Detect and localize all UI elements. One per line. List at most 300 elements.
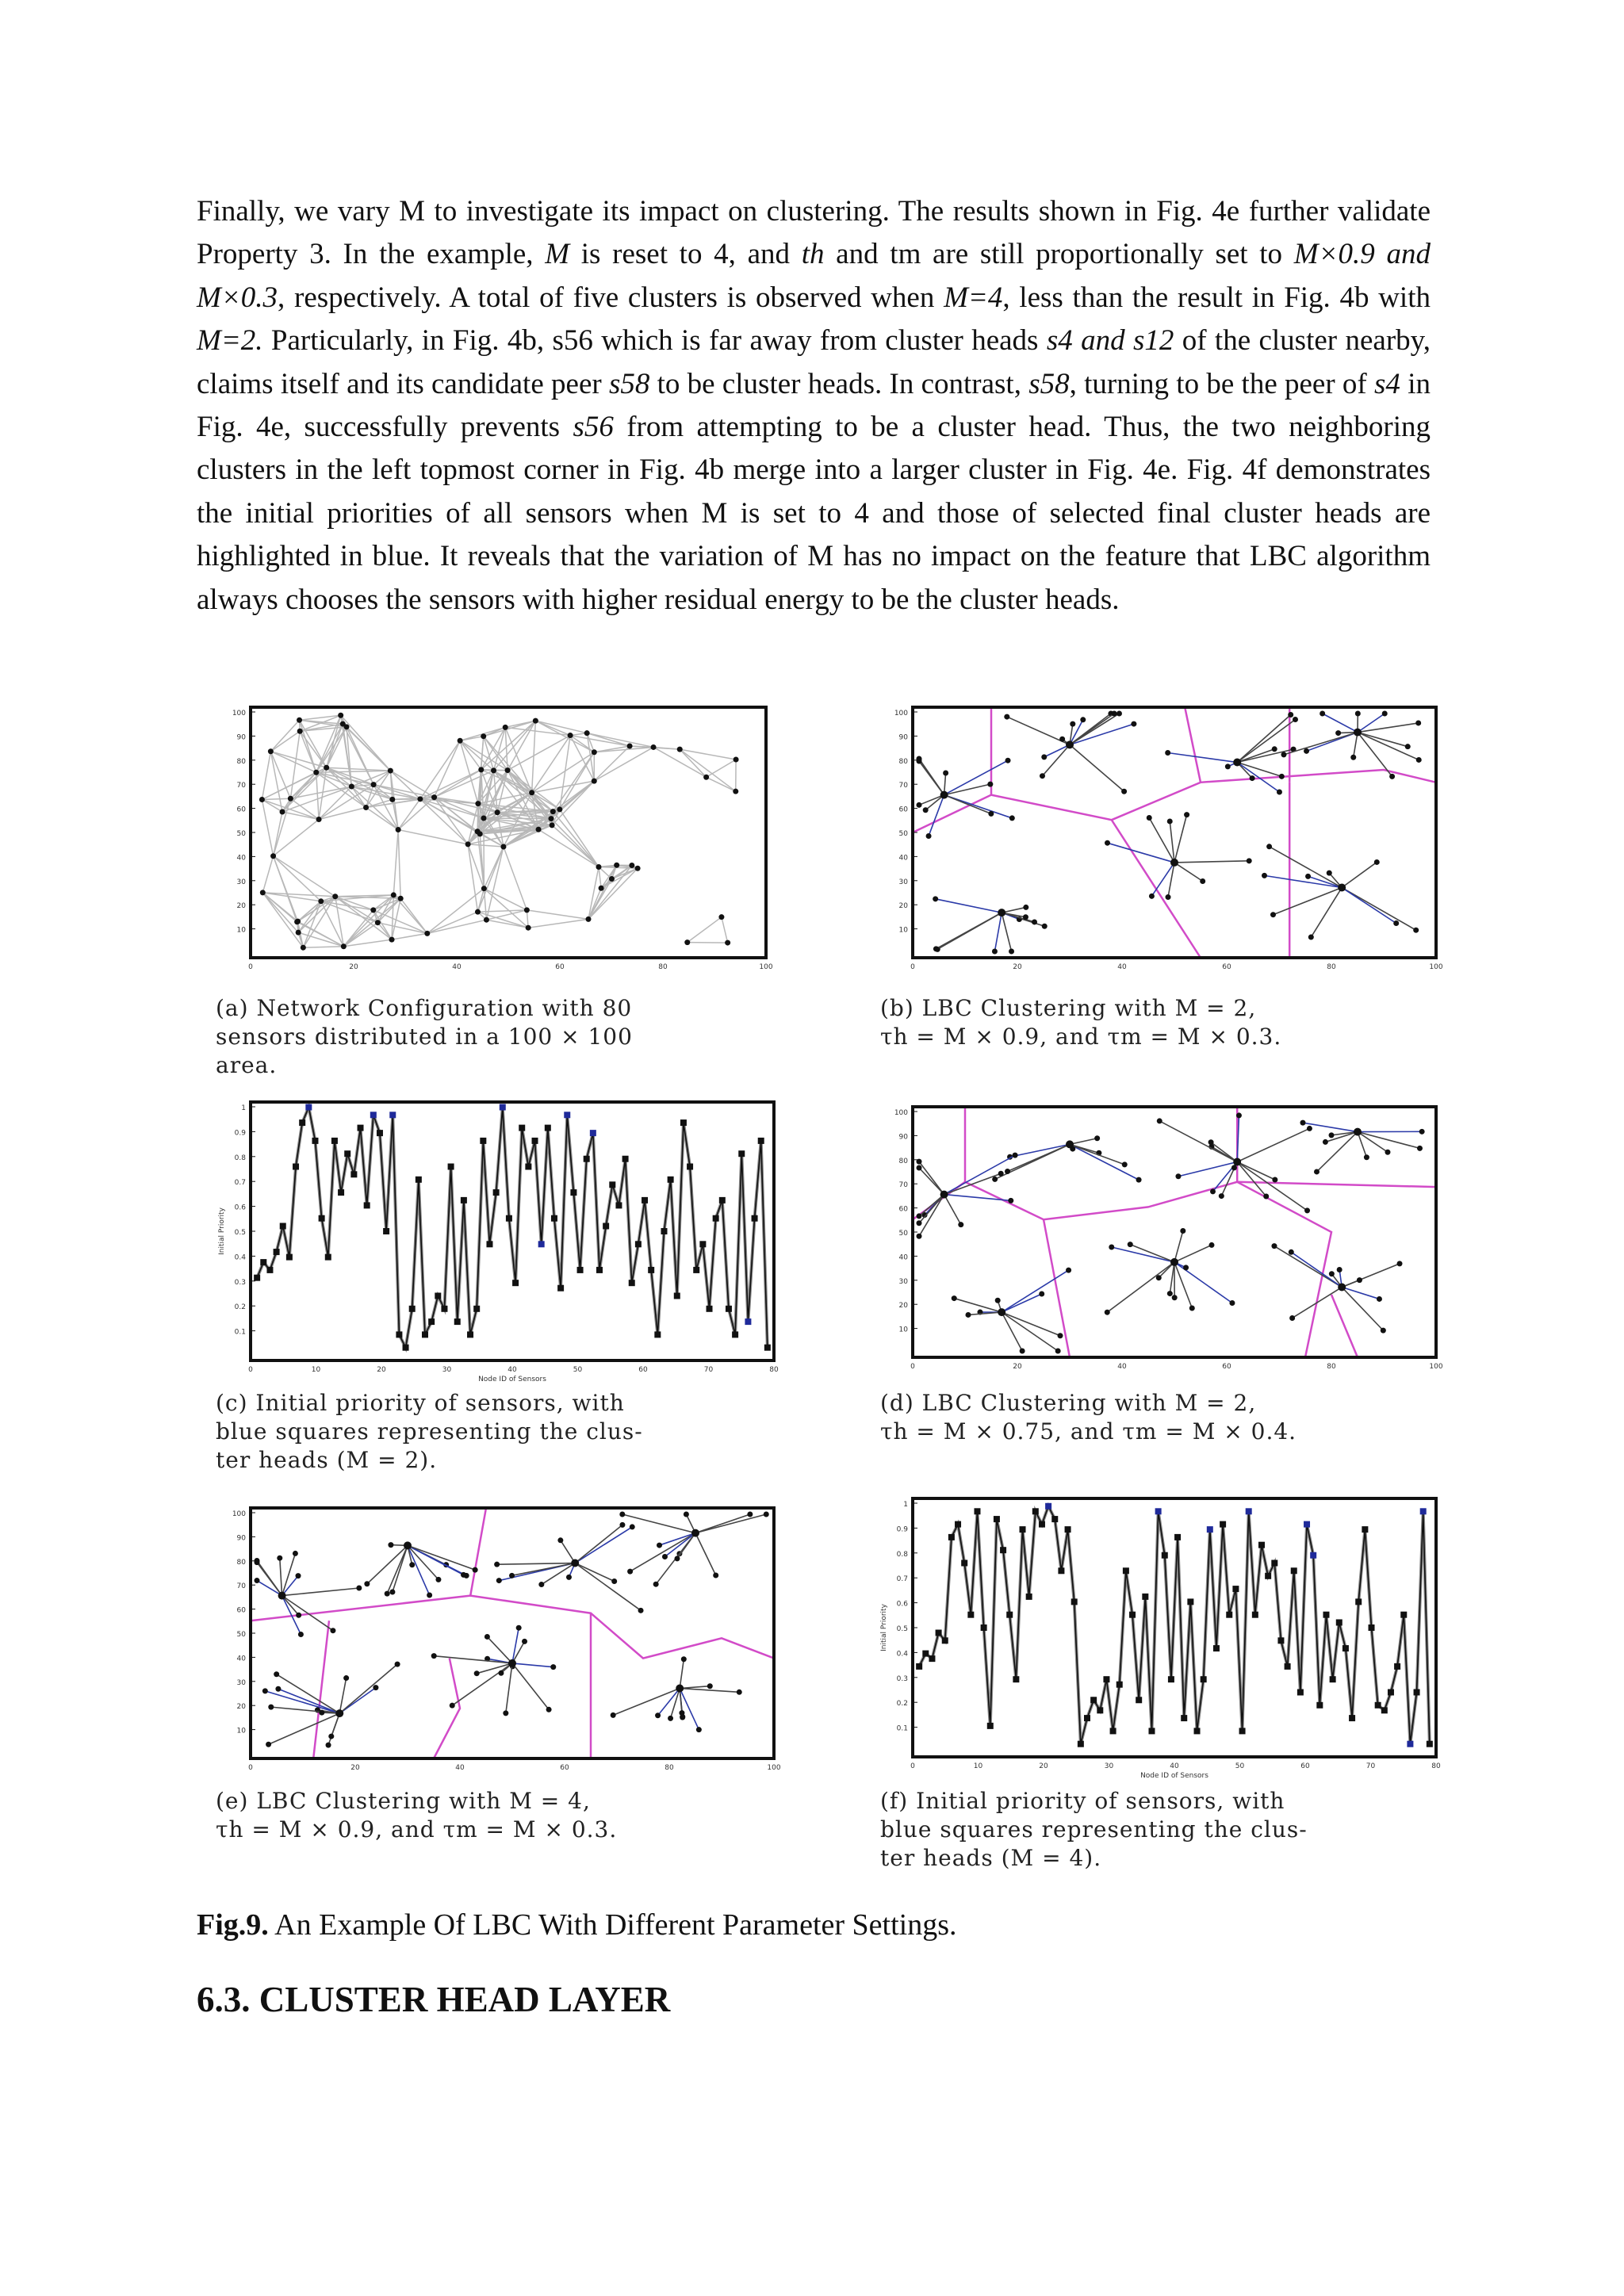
sensor-node [536, 827, 542, 832]
sensor-node [1270, 912, 1276, 917]
link [398, 830, 400, 899]
cluster-head-marker [1207, 1526, 1213, 1533]
data-point [707, 1306, 713, 1312]
caption-e [216, 1787, 617, 1844]
data-point [1394, 1663, 1400, 1670]
link [316, 724, 343, 772]
x-tick-label: 60 [1222, 1363, 1231, 1371]
link [274, 856, 335, 897]
italic-term: s56 [573, 411, 614, 444]
sensor-node [668, 1716, 673, 1721]
link [599, 867, 601, 888]
data-point [1369, 1624, 1375, 1631]
sensor-node [995, 1298, 1001, 1303]
sensor-node [481, 816, 486, 821]
sensor-node [1329, 1271, 1335, 1276]
sensor-node [1219, 1193, 1224, 1199]
sensor-node [1070, 721, 1075, 727]
sensor-node [550, 822, 555, 828]
cluster-link [278, 1689, 339, 1713]
data-point [441, 1306, 447, 1312]
y-tick-label: 20 [898, 1302, 908, 1311]
data-point [732, 1331, 738, 1337]
sensor-node [1041, 754, 1047, 760]
italic-term: s58 [1028, 367, 1070, 400]
cluster-link [1174, 1230, 1183, 1261]
data-point [719, 1197, 726, 1203]
sensor-node [388, 768, 393, 774]
cluster-link [680, 1659, 684, 1689]
sensor-node [1109, 1244, 1114, 1249]
caption-a-line: sensors distributed in a 100 × 100 [216, 1024, 633, 1050]
data-point [1388, 1689, 1394, 1696]
link [270, 731, 300, 751]
cluster-link [1070, 1138, 1097, 1145]
caption-d [880, 1389, 1297, 1446]
cluster-link [919, 1195, 944, 1216]
data-point [1000, 1547, 1006, 1553]
data-point [987, 1723, 994, 1729]
sensor-node [1157, 1118, 1162, 1123]
y-tick-label: 0.5 [234, 1229, 246, 1237]
y-tick-label: 30 [898, 1277, 908, 1286]
sensor-node [475, 828, 481, 834]
sensor-node [294, 919, 300, 924]
cluster-link [1274, 888, 1342, 915]
x-tick-label: 100 [767, 1764, 781, 1772]
sensor-node [737, 1689, 742, 1695]
sensor-node [395, 1662, 400, 1667]
sensor-node [1374, 859, 1380, 865]
data-point [916, 1663, 922, 1670]
text-run: , less than the result in Fig. 4b with [1002, 281, 1431, 314]
sensor-node [478, 767, 484, 772]
data-point [506, 1215, 512, 1222]
y-tick-label: 80 [236, 1558, 246, 1567]
sensor-node [703, 775, 709, 780]
y-tick-label: 60 [236, 1606, 246, 1615]
sensor-node [677, 747, 683, 752]
cluster-head-marker [564, 1112, 570, 1118]
data-point [1103, 1676, 1109, 1682]
data-point [1148, 1728, 1155, 1734]
sensor-node [481, 733, 486, 739]
data-point [1142, 1594, 1148, 1600]
data-point [629, 1280, 635, 1286]
cluster-link [408, 1545, 430, 1595]
sensor-node [495, 809, 500, 815]
x-tick-label: 0 [248, 1764, 253, 1772]
data-point [974, 1508, 980, 1514]
data-point [448, 1164, 454, 1170]
data-point [994, 1516, 1000, 1522]
cluster-head-marker [389, 1112, 396, 1118]
sensor-node [255, 1578, 260, 1583]
cluster-plot [876, 701, 1447, 978]
sensor-node [1013, 1153, 1018, 1158]
sensor-node [516, 1625, 522, 1631]
sensor-node [1272, 746, 1277, 752]
cluster-link [1002, 1294, 1042, 1312]
data-point [1026, 1594, 1032, 1600]
sensor-node [1300, 1120, 1305, 1126]
data-point [428, 1318, 435, 1325]
cluster-head-marker [1155, 1508, 1162, 1514]
data-point [377, 1130, 383, 1136]
cluster-head-node [404, 1541, 412, 1549]
cluster-link [1342, 862, 1377, 887]
y-tick-label: 40 [236, 1655, 246, 1663]
sensor-node [684, 939, 690, 945]
data-point [668, 1177, 674, 1183]
link [560, 752, 594, 809]
sensor-node [318, 898, 324, 904]
y-tick-label: 20 [236, 1703, 246, 1712]
link [262, 798, 290, 799]
caption-d-line: τh = M × 0.75, and τm = M × 0.4. [880, 1418, 1297, 1445]
data-point [396, 1331, 402, 1337]
link [393, 799, 420, 800]
link [707, 777, 736, 791]
sensor-node [1208, 1242, 1214, 1248]
cluster-head-node [940, 1191, 948, 1199]
sensor-node [496, 1578, 502, 1583]
data-point [674, 1293, 680, 1299]
data-point [1375, 1702, 1381, 1709]
sensor-node [297, 729, 303, 734]
sensor-node [270, 853, 276, 859]
data-point [603, 1223, 609, 1229]
sensor-node [301, 945, 306, 951]
data-point [1162, 1552, 1168, 1559]
data-point [331, 1138, 338, 1144]
figure-label: Fig.9. [197, 1908, 269, 1942]
sensor-node [385, 1591, 390, 1597]
data-point [1252, 1612, 1258, 1618]
sensor-node [1304, 1207, 1310, 1213]
cluster-link [1042, 744, 1070, 775]
x-tick-label: 0 [910, 963, 915, 971]
sensor-node [657, 1543, 662, 1548]
data-point [1136, 1697, 1142, 1703]
sensor-node [923, 807, 929, 813]
data-point [948, 1534, 955, 1540]
y-tick-label: 50 [236, 830, 246, 838]
sensor-node [296, 1613, 301, 1618]
data-point [486, 1241, 492, 1247]
link [319, 785, 373, 820]
sensor-node [713, 1572, 718, 1578]
link [707, 760, 736, 777]
data-point [1032, 1508, 1039, 1514]
sensor-node [255, 1559, 260, 1565]
cluster-link [1311, 888, 1342, 938]
sensor-node [268, 748, 274, 754]
sensor-node [340, 721, 346, 727]
cluster-link [944, 760, 1008, 794]
link [538, 829, 599, 867]
cluster-head-marker [1045, 1503, 1051, 1510]
sensor-node [296, 1573, 301, 1578]
sensor-node [1271, 1243, 1277, 1249]
caption-a-line: (a) Network Configuration with 80 [216, 995, 633, 1021]
data-point [473, 1306, 480, 1312]
sensor-node [461, 1572, 466, 1578]
sensor-node [684, 1512, 689, 1517]
sensor-node [1231, 1165, 1237, 1170]
data-point [1271, 1560, 1277, 1567]
sensor-node [388, 1542, 393, 1548]
sensor-node [363, 805, 369, 810]
y-tick-label: 100 [894, 1109, 908, 1117]
cluster-boundary [965, 1182, 1436, 1219]
data-point [1285, 1663, 1291, 1670]
data-point [1168, 1676, 1174, 1682]
link [477, 804, 478, 832]
panel-c-initial-priority [214, 1094, 785, 1387]
y-tick-label: 10 [898, 1326, 908, 1334]
y-tick-label: 40 [898, 854, 908, 863]
sensor-node [599, 886, 604, 891]
x-tick-label: 20 [350, 1764, 360, 1772]
panel-a-network-configuration [214, 701, 777, 978]
caption-b-line: (b) LBC Clustering with M = 2, [880, 995, 1257, 1021]
cluster-head-marker [370, 1112, 377, 1118]
text-run: , turning to be the peer of [1069, 367, 1375, 400]
sensor-node [987, 782, 993, 787]
sensor-node [1307, 1126, 1312, 1131]
data-point [752, 1215, 758, 1222]
y-tick-label: 0.1 [896, 1724, 908, 1733]
sensor-node [1405, 744, 1411, 749]
cluster-link [575, 1525, 622, 1563]
data-point [1058, 1567, 1064, 1574]
cluster-link [1070, 714, 1114, 744]
data-point [274, 1249, 280, 1255]
x-tick-label: 80 [769, 1366, 779, 1374]
text-run: and tm are still proportionally set to [824, 238, 1294, 271]
sensor-node [992, 949, 998, 955]
sensor-node [1040, 773, 1045, 779]
cluster-head-node [278, 1592, 286, 1600]
data-point [1232, 1586, 1239, 1592]
link [327, 767, 391, 771]
cluster-head-marker [500, 1104, 506, 1111]
caption-a-line: area. [216, 1052, 278, 1078]
cluster-head-node [691, 1529, 699, 1537]
italic-term: M=2. [197, 324, 263, 358]
link [435, 740, 461, 797]
data-point [512, 1280, 519, 1286]
link [398, 799, 420, 830]
link [327, 767, 352, 786]
sensor-node [332, 894, 338, 899]
cluster-link [1178, 1162, 1237, 1177]
sensor-node [371, 782, 377, 787]
y-tick-label: 70 [236, 782, 246, 790]
sensor-node [473, 1567, 478, 1573]
sensor-node [1266, 844, 1272, 849]
sensor-node [718, 914, 724, 920]
italic-term: s58 [608, 367, 650, 400]
x-tick-label: 10 [973, 1762, 983, 1770]
cluster-link [919, 1195, 944, 1223]
cluster-link [282, 1553, 296, 1595]
sensor-node [614, 863, 619, 868]
sensor-node [655, 1712, 661, 1718]
data-point [961, 1560, 967, 1567]
data-point [1362, 1526, 1368, 1533]
cluster-link [339, 1664, 397, 1713]
cluster-boundary [1044, 1219, 1070, 1357]
cluster-link [280, 1558, 282, 1595]
x-tick-label: 0 [248, 963, 253, 971]
y-tick-label: 30 [898, 878, 908, 886]
data-point [635, 1241, 642, 1247]
cluster-plot [214, 1502, 785, 1779]
x-tick-label: 40 [452, 963, 462, 971]
data-point [1258, 1542, 1265, 1548]
sensor-node [1042, 924, 1048, 929]
sensor-node [1105, 840, 1110, 846]
sensor-node [1335, 730, 1341, 736]
link [373, 910, 427, 934]
link [588, 866, 632, 920]
x-axis-label: Node ID of Sensors [1140, 1772, 1208, 1780]
data-point [687, 1164, 693, 1170]
sensor-node [313, 770, 319, 775]
x-tick-label: 80 [658, 963, 668, 971]
sensor-node [917, 802, 922, 808]
x-tick-label: 100 [1429, 1363, 1443, 1371]
y-tick-label: 1 [903, 1501, 908, 1509]
link [316, 772, 319, 819]
sensor-node [494, 1562, 500, 1567]
data-point [1194, 1728, 1201, 1734]
link [435, 771, 494, 798]
sensor-node [733, 789, 738, 794]
data-point [1006, 1612, 1013, 1618]
plot-frame [913, 1107, 1436, 1357]
sensor-node [465, 841, 471, 847]
x-tick-label: 40 [1117, 1363, 1127, 1371]
sensor-node [343, 1675, 349, 1681]
sensor-node [1262, 873, 1267, 878]
sensor-node [524, 907, 530, 913]
italic-term: M [545, 238, 570, 271]
sensor-node [431, 1653, 437, 1659]
cluster-head-marker [305, 1104, 312, 1111]
cluster-link [1284, 733, 1358, 755]
x-tick-label: 20 [349, 963, 358, 971]
cluster-boundary [1112, 770, 1436, 820]
sensor-node [764, 1512, 769, 1517]
sensor-node [619, 1512, 625, 1517]
cluster-link [1010, 1144, 1070, 1157]
sensor-node [1250, 775, 1255, 781]
x-tick-label: 40 [1117, 963, 1127, 971]
data-point [1201, 1676, 1207, 1682]
sensor-node [389, 1589, 395, 1594]
data-point [648, 1267, 654, 1273]
sensor-node [917, 759, 922, 764]
cluster-link [408, 1545, 475, 1570]
cluster-link [512, 1663, 549, 1709]
data-point [738, 1150, 745, 1157]
data-point [1110, 1728, 1116, 1734]
x-tick-label: 30 [1104, 1762, 1114, 1770]
y-tick-label: 10 [898, 926, 908, 935]
sensor-node [1355, 711, 1361, 717]
figure-caption-text: An Example Of LBC With Different Parameter Settings. [268, 1908, 957, 1942]
data-point [358, 1125, 364, 1131]
link [316, 771, 391, 772]
y-tick-label: 30 [236, 878, 246, 886]
data-point [525, 1164, 531, 1170]
sensor-node [1381, 1328, 1386, 1334]
sensor-node [485, 1634, 490, 1640]
data-point [596, 1267, 603, 1273]
data-point [680, 1119, 687, 1126]
sensor-node [1116, 711, 1122, 717]
sensor-node [391, 892, 396, 897]
link [560, 736, 570, 809]
sensor-node [917, 1220, 922, 1226]
y-tick-label: 0.3 [234, 1278, 246, 1287]
caption-e-line: (e) LBC Clustering with M = 4, [216, 1788, 591, 1814]
sensor-node [1183, 1265, 1189, 1270]
sensor-node [427, 1592, 432, 1598]
y-tick-label: 30 [236, 1678, 246, 1687]
sensor-node [1323, 1139, 1328, 1145]
caption-a [216, 994, 633, 1080]
x-tick-label: 100 [1429, 963, 1443, 971]
sensor-node [1357, 1277, 1362, 1283]
data-point [661, 1228, 667, 1234]
data-point [557, 1285, 564, 1292]
data-point [1239, 1728, 1246, 1734]
y-tick-label: 90 [898, 733, 908, 742]
sensor-node [550, 809, 556, 814]
link [351, 786, 398, 830]
data-point [955, 1521, 961, 1528]
sensor-node [1005, 758, 1011, 763]
sensor-node [1057, 1333, 1063, 1338]
y-tick-label: 0.7 [234, 1179, 246, 1188]
data-point [350, 1171, 357, 1177]
sensor-node [389, 937, 395, 943]
sensor-node [375, 920, 381, 925]
y-tick-label: 80 [236, 757, 246, 766]
data-point [981, 1624, 987, 1631]
sensor-node [509, 1573, 515, 1578]
sensor-node [275, 1686, 281, 1692]
cluster-link [919, 1168, 944, 1195]
cluster-head-marker [745, 1318, 751, 1325]
cluster-head-node [1233, 1158, 1241, 1166]
data-point [1213, 1645, 1220, 1651]
sensor-node [1066, 1268, 1071, 1273]
sensor-node [498, 1670, 504, 1676]
link [484, 847, 504, 889]
sensor-node [503, 725, 508, 730]
sensor-node [529, 790, 534, 795]
section-heading: 6.3. CLUSTER HEAD LAYER [197, 1980, 671, 2019]
sensor-node [338, 713, 343, 718]
sensor-node [1289, 1315, 1295, 1321]
data-point [325, 1254, 331, 1261]
data-point [1427, 1741, 1433, 1747]
